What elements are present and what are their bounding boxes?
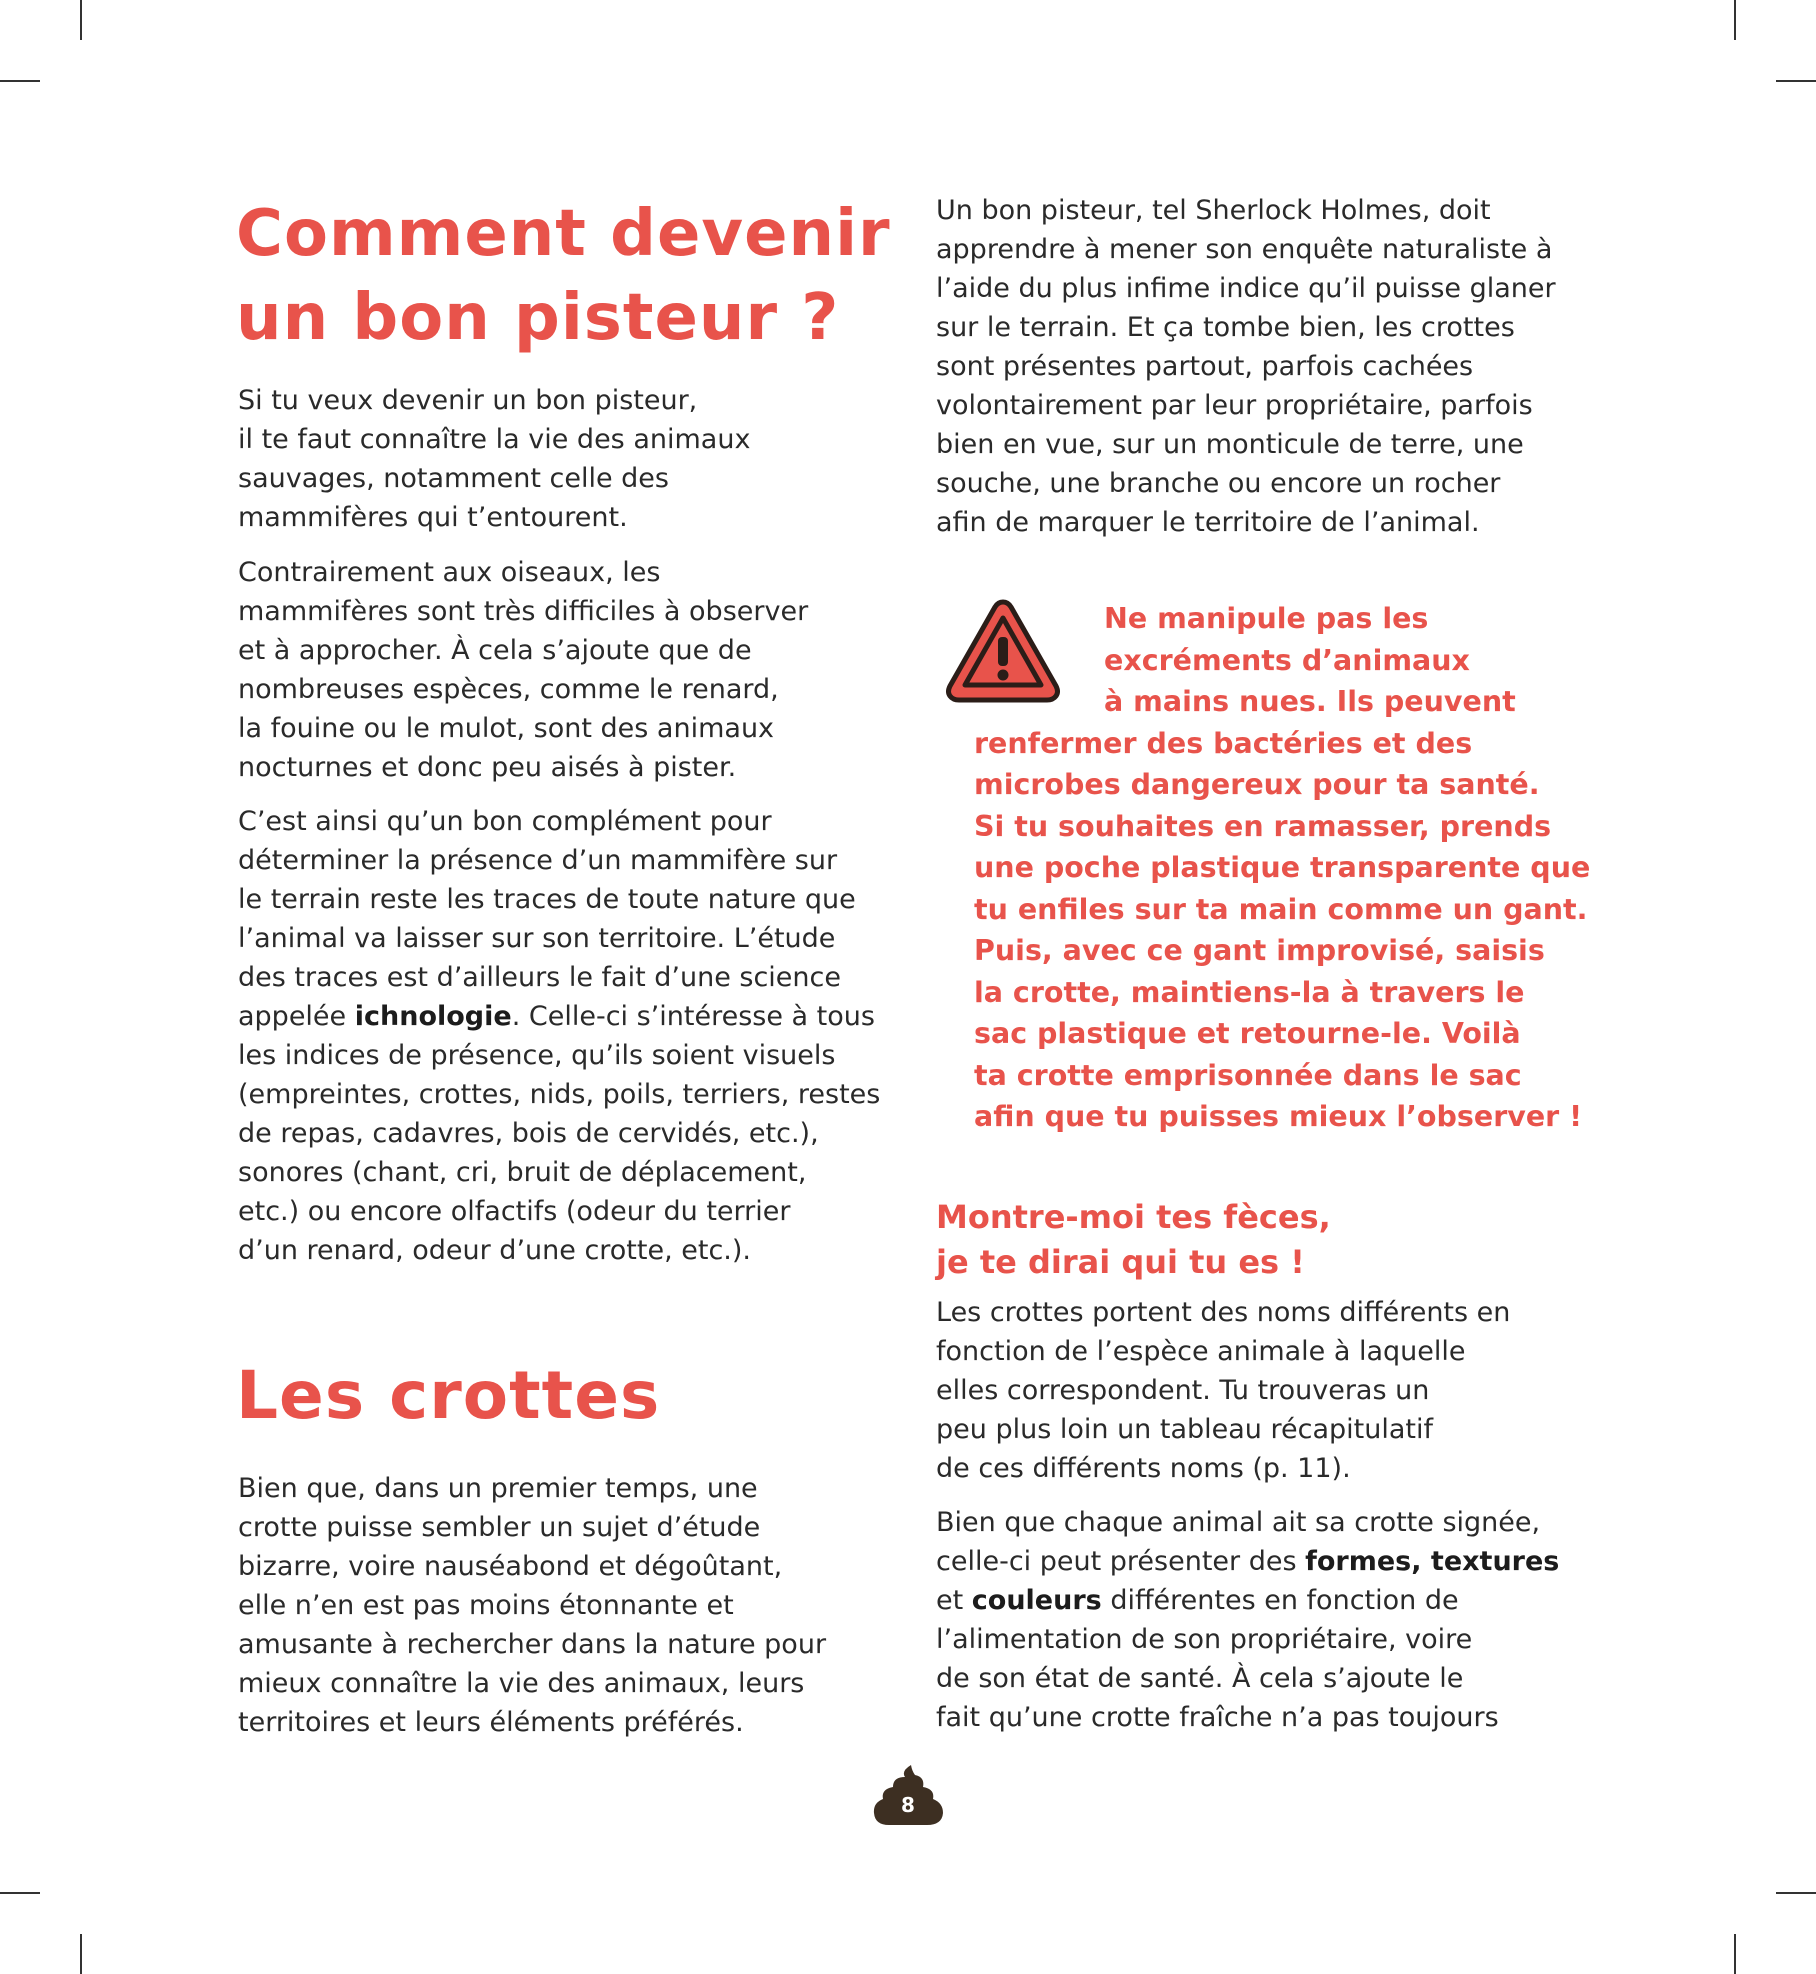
warning-line: Puis, avec ce gant improvisé, saisis — [974, 934, 1545, 967]
crop-mark — [1734, 0, 1736, 40]
text-line: fait qu’une crotte fraîche n’a pas toujours — [936, 1702, 1499, 1733]
crop-mark — [1734, 1934, 1736, 1974]
warning-line: à mains nues. Ils peuvent — [1104, 685, 1516, 718]
mammals-paragraph — [238, 553, 808, 787]
text-line: afin de marquer le territoire de l’animal. — [936, 507, 1480, 538]
text-line: Contrairement aux oiseaux, les — [238, 557, 661, 588]
text-line: Un bon pisteur, tel Sherlock Holmes, doit — [936, 195, 1491, 226]
warning-line: ta crotte emprisonnée dans le sac — [974, 1058, 1522, 1092]
sherlock-paragraph — [936, 191, 1556, 542]
text-line: Les crottes portent des noms différents en — [936, 1297, 1511, 1328]
warning-message — [974, 598, 1590, 1138]
crop-mark — [1776, 1892, 1816, 1894]
warning-line: la crotte, maintiens-la à travers le — [974, 975, 1525, 1009]
warning-line: Ne manipule pas les — [1104, 602, 1429, 635]
text-line: la fouine ou le mulot, sont des animaux — [238, 713, 775, 744]
text-line: Bien que chaque animal ait sa crotte signée, — [936, 1507, 1541, 1538]
text-line: les indices de présence, qu’ils soient visuels — [238, 1040, 836, 1071]
text-line: bien en vue, sur un monticule de terre, une — [936, 429, 1524, 460]
crop-mark — [80, 1934, 82, 1974]
section-title-crottes: Les crottes — [236, 1357, 661, 1434]
text-line: elles correspondent. Tu trouveras un — [936, 1375, 1430, 1406]
text-line: sur le terrain. Et ça tombe bien, les crottes — [936, 312, 1515, 343]
traces-paragraph — [238, 802, 880, 1270]
text-line: le terrain reste les traces de toute nature que — [238, 884, 856, 915]
text-line: mammifères sont très difficiles à observer — [238, 596, 809, 627]
text-line — [936, 1581, 1559, 1620]
text-line: amusante à rechercher dans la nature pour — [238, 1629, 827, 1660]
text-line: volontairement par leur propriétaire, parfois — [936, 390, 1533, 421]
subheading-line: Montre-moi tes fèces, — [936, 1198, 1331, 1236]
warning-line: afin que tu puisses mieux l’observer ! — [974, 1100, 1583, 1133]
text-line: souche, une branche ou encore un rocher — [936, 468, 1501, 499]
text-line: déterminer la présence d’un mammifère sur — [238, 845, 838, 876]
crop-mark — [0, 1892, 40, 1894]
text-fragment: et — [936, 1585, 972, 1616]
warning-line: une poche plastique transparente que — [974, 851, 1591, 884]
crottes-paragraph — [238, 1469, 826, 1742]
text-line: etc.) ou encore olfactifs (odeur du terrier — [238, 1196, 791, 1227]
text-line — [238, 997, 880, 1036]
crop-mark — [0, 80, 40, 82]
text-line: (empreintes, crottes, nids, poils, terriers, restes — [238, 1079, 881, 1110]
subheading-line: je te dirai qui tu es ! — [936, 1243, 1305, 1281]
text-fragment: appelée — [238, 1001, 355, 1032]
section-subheading — [936, 1195, 1331, 1285]
text-line: crotte puisse sembler un sujet d’étude — [238, 1512, 761, 1543]
page-title-line: Comment devenir — [236, 197, 891, 271]
text-line: peu plus loin un tableau récapitulatif — [936, 1414, 1433, 1445]
warning-line: Si tu souhaites en ramasser, prends — [974, 809, 1552, 843]
text-line: il te faut connaître la vie des animaux — [238, 424, 751, 455]
page-title-line: un bon pisteur ? — [236, 281, 840, 355]
text-line: de son état de santé. À cela s’ajoute le — [936, 1663, 1464, 1694]
text-fragment: celle-ci peut présenter des — [936, 1546, 1306, 1577]
text-line: bizarre, voire nauséabond et dégoûtant, — [238, 1551, 783, 1582]
page-number-badge — [871, 1763, 945, 1827]
page-number: 8 — [901, 1793, 915, 1817]
text-line: sonores (chant, cri, bruit de déplacement, — [238, 1157, 807, 1188]
warning-line: excréments d’animaux — [1104, 643, 1470, 677]
page-title — [236, 192, 891, 360]
keyword-couleurs: couleurs — [971, 1585, 1102, 1616]
warning-line: renfermer des bactéries et des — [974, 726, 1473, 760]
keyword-textures: textures — [1430, 1546, 1560, 1577]
text-line: d’un renard, odeur d’une crotte, etc.). — [238, 1235, 751, 1266]
crop-mark — [80, 0, 82, 40]
text-line — [936, 1542, 1559, 1581]
text-line: mieux connaître la vie des animaux, leurs — [238, 1668, 805, 1699]
text-line: mammifères qui t’entourent. — [238, 502, 628, 533]
signee-paragraph — [936, 1503, 1559, 1737]
text-line: des traces est d’ailleurs le fait d’une science — [238, 962, 841, 993]
text-line: de ces différents noms (p. 11). — [936, 1453, 1351, 1484]
keyword-ichnologie: ichnologie — [354, 1001, 512, 1032]
text-line: territoires et leurs éléments préférés. — [238, 1707, 744, 1738]
text-line: elle n’en est pas moins étonnante et — [238, 1590, 734, 1621]
text-line: sauvages, notamment celle des — [238, 463, 669, 494]
text-line: de repas, cadavres, bois de cervidés, etc.), — [238, 1118, 819, 1149]
warning-line: microbes dangereux pour ta santé. — [974, 768, 1540, 801]
text-line: apprendre à mener son enquête naturaliste à — [936, 234, 1553, 265]
text-line: nombreuses espèces, comme le renard, — [238, 674, 779, 705]
text-fragment: différentes en fonction de — [1101, 1585, 1459, 1616]
noms-paragraph — [936, 1293, 1510, 1488]
text-line: nocturnes et donc peu aisés à pister. — [238, 752, 737, 783]
warning-line: sac plastique et retourne-le. Voilà — [974, 1017, 1521, 1050]
text-line: l’animal va laisser sur son territoire. L’étude — [238, 923, 836, 954]
text-line: sont présentes partout, parfois cachées — [936, 351, 1474, 382]
text-line: l’aide du plus infime indice qu’il puisse glaner — [936, 273, 1556, 304]
text-line: Bien que, dans un premier temps, une — [238, 1473, 758, 1504]
text-line: fonction de l’espèce animale à laquelle — [936, 1336, 1466, 1367]
text-line: C’est ainsi qu’un bon complément pour — [238, 806, 772, 837]
text-line: l’alimentation de son propriétaire, voire — [936, 1624, 1473, 1655]
text-line: et à approcher. À cela s’ajoute que de — [238, 635, 752, 666]
intro-paragraph — [238, 381, 750, 537]
keyword-formes: formes — [1305, 1546, 1412, 1577]
text-fragment: . Celle-ci s’intéresse à tous — [511, 1001, 875, 1032]
text-line: Si tu veux devenir un bon pisteur, — [238, 385, 698, 416]
warning-line: tu enfiles sur ta main comme un gant. — [974, 892, 1588, 926]
text-fragment: , — [1411, 1546, 1431, 1577]
crop-mark — [1776, 80, 1816, 82]
